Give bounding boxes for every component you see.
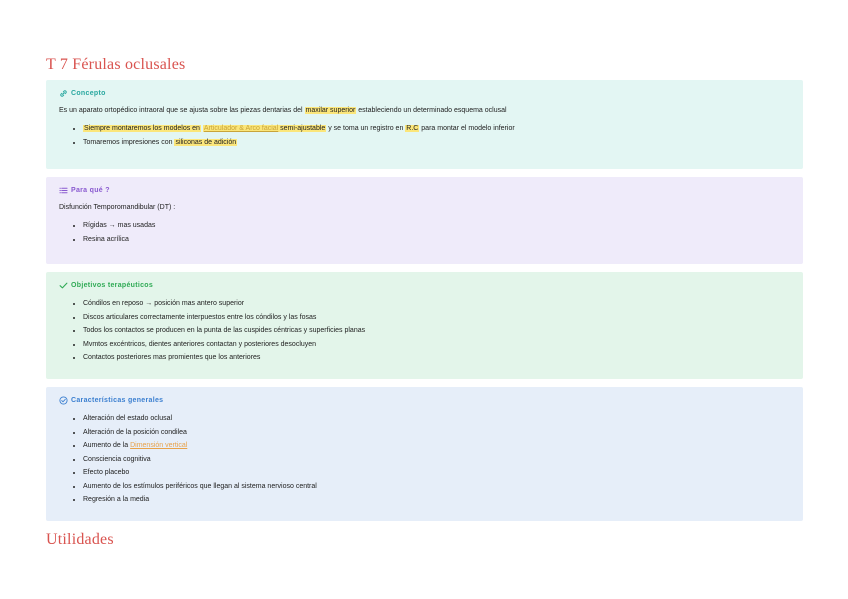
chain-link-icon — [59, 89, 68, 98]
concepto-text-end: estableciendo un determinado esquema oclusal — [356, 107, 507, 114]
concepto-heading — [59, 88, 790, 98]
objetivos-heading — [59, 280, 790, 290]
page-title: T 7 Férulas oclusales — [46, 56, 186, 73]
concepto-text: Es un aparato ortopédico intraoral que se ajusta sobre las piezas dentarias del — [59, 107, 305, 114]
objetivos-callout — [46, 272, 803, 379]
list-item: • Consciencia cognitiva — [83, 453, 790, 467]
concepto-list — [59, 122, 790, 149]
concepto-callout — [46, 80, 803, 169]
list-item — [83, 439, 790, 453]
concepto-heading-label: Concepto — [71, 89, 106, 97]
concepto-paragraph — [59, 107, 790, 114]
para-que-paragraph: Disfunción Temporomandibular (DT) : — [59, 204, 176, 211]
list-icon — [59, 186, 68, 195]
caracteristicas-list — [59, 412, 790, 507]
objetivos-list — [59, 297, 790, 365]
list-text: Tomaremos impresiones con — [83, 138, 175, 146]
list-item — [83, 122, 790, 136]
list-item: • Rígidas → mas usadas — [83, 219, 790, 233]
list-item: • Efecto placebo — [83, 466, 790, 480]
link-dimension-vertical[interactable]: Dimensión vertical — [130, 442, 188, 449]
list-item: • Resina acrílica — [83, 233, 790, 247]
highlight-montaremos: Siempre montaremos los modelos en — [84, 125, 200, 132]
highlight-rc: R.C — [406, 125, 419, 132]
list-item: • Aumento de los estímulos periféricos que llegan al sistema nervioso central — [83, 480, 790, 494]
check-circle-icon — [59, 396, 68, 405]
highlight-siliconas: siliconas de adición — [175, 138, 237, 146]
para-que-list — [59, 219, 790, 246]
list-text-end: para montar el modelo inferior — [419, 125, 515, 132]
list-text: y se toma un registro en — [326, 125, 406, 132]
checkmark-icon — [59, 281, 68, 290]
caracteristicas-heading — [59, 395, 790, 405]
list-item: • Todos los contactos se producen en la punta de las cuspides céntricas y superficies planas — [83, 324, 790, 338]
list-item: • Alteración del estado oclusal — [83, 412, 790, 426]
list-item: • Discos articulares correctamente interpuestos entre los cóndilos y las fosas — [83, 311, 790, 325]
list-item: • Mvmtos excéntricos, dientes anteriores contactan y posteriores desocluyen — [83, 338, 790, 352]
link-articulador[interactable]: Articulador & Arco facial — [203, 125, 279, 132]
list-item: • Contactos posteriores mas promientes que los anteriores — [83, 351, 790, 365]
highlight-maxilar: maxilar superior — [305, 107, 356, 114]
para-que-callout — [46, 177, 803, 264]
list-text: Aumento de la — [83, 442, 131, 449]
list-item — [83, 136, 790, 150]
section-title-utilidades: Utilidades — [46, 531, 114, 548]
list-item: • Cóndilos en reposo → posición mas antero superior — [83, 297, 790, 311]
list-item: • Regresión a la media — [83, 493, 790, 507]
objetivos-heading-label: Objetivos terapéuticos — [71, 281, 154, 289]
para-que-heading — [59, 185, 790, 195]
list-item: • Alteración de la posición condilea — [83, 426, 790, 440]
highlight-semiajustable: semi-ajustable — [278, 125, 326, 132]
para-que-heading-label: Para qué ? — [71, 186, 110, 194]
caracteristicas-callout — [46, 387, 803, 521]
caracteristicas-heading-label: Características generales — [71, 396, 164, 404]
